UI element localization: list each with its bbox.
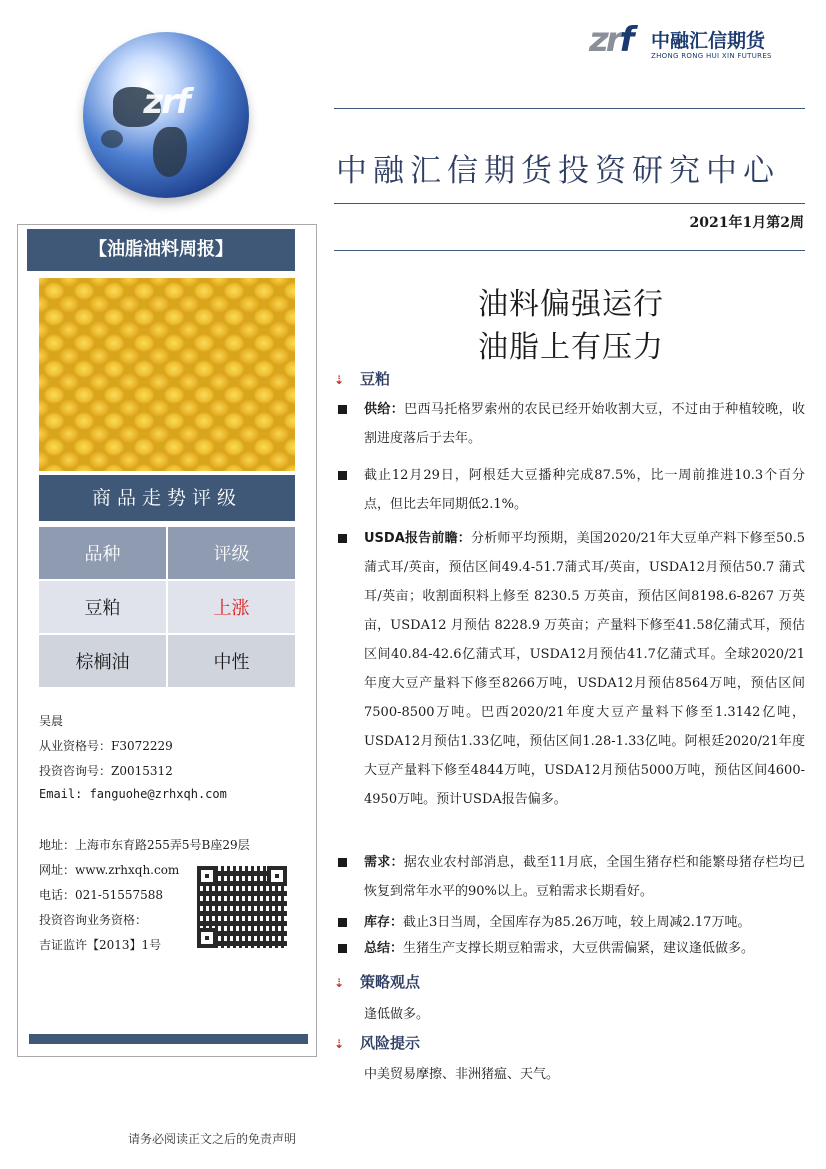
commodity-name: 棕榈油 [39, 635, 168, 689]
paragraph-inventory: 库存：截止3日当周，全国库存为85.26万吨，较上周减2.17万吨。 [364, 915, 751, 930]
company-address: 地址：上海市东育路255弄5号B座29层 [39, 838, 250, 852]
divider [334, 250, 805, 251]
bullet-icon [338, 858, 347, 867]
qr-finder-icon [197, 866, 217, 886]
section-arrow-icon: ⇣ [334, 373, 345, 387]
commodity-rating: 中性 [168, 635, 297, 689]
table-header-cell: 评级 [168, 527, 297, 581]
analyst-email[interactable]: Email: fanguohe@zrhxqh.com [39, 787, 227, 801]
section-arrow-icon: ⇣ [334, 976, 345, 990]
strategy-text: 逢低做多。 [364, 1007, 430, 1022]
sidebar-bottom-bar [29, 1034, 308, 1044]
continent-shape [101, 130, 123, 148]
brand-mark-icon: zrf [589, 20, 632, 60]
headline-line-1: 油料偏强运行 [478, 287, 664, 322]
rating-table [39, 527, 297, 689]
paragraph-argentina: 截止12月29日，阿根廷大豆播种完成87.5%，比一周前推进10.3个百分点，但比去年同期低2.1%。 [364, 468, 805, 512]
qr-code-icon [197, 866, 287, 948]
bullet-icon [338, 944, 347, 953]
company-website[interactable]: 网址：www.zrhxqh.com [39, 863, 180, 877]
continent-shape [153, 127, 187, 177]
globe-logo [83, 32, 249, 198]
brand-name-en: ZHONG RONG HUI XIN FUTURES [651, 52, 772, 60]
disclaimer-footer: 请务必阅读正文之后的免责声明 [128, 1132, 297, 1146]
trend-rating-title: 商品走势评级 [39, 475, 295, 521]
soybean-image [39, 278, 295, 471]
paragraph-demand: 需求：据农业农村部消息，截至11月底，全国生猪存栏和能繁母猪存栏均已恢复到常年水平的90%以上。豆粕需求长期看好。 [364, 855, 805, 899]
qualification-value: 吉证监许【2013】1号 [39, 938, 162, 952]
risk-text: 中美贸易摩擦、非洲猪瘟、天气。 [364, 1067, 560, 1082]
section-arrow-icon: ⇣ [334, 1037, 345, 1051]
qr-finder-icon [267, 866, 287, 886]
paragraph-summary: 总结：生猪生产支撑长期豆粕需求，大豆供需偏紧，建议逢低做多。 [364, 941, 755, 956]
table-row [39, 635, 297, 689]
bullet-icon [338, 405, 347, 414]
bullet-icon [338, 534, 347, 543]
paragraph-supply: 供给：巴西马托格罗索州的农民已经开始收割大豆，不过由于种植较晚，收割进度落后于去年。 [364, 402, 805, 446]
table-header-row [39, 527, 297, 581]
report-type-title: 【油脂油料周报】 [27, 229, 295, 271]
bullet-icon [338, 471, 347, 480]
section-soymeal: ⇣ 豆粕 [334, 370, 391, 388]
company-phone: 电话：021-51557588 [39, 888, 164, 902]
table-row [39, 581, 297, 635]
table-header-cell: 品种 [39, 527, 168, 581]
analyst-license: 从业资格号：F3072229 [39, 739, 173, 753]
headline-line-2: 油脂上有压力 [478, 330, 664, 365]
commodity-name: 豆粕 [39, 581, 168, 635]
qr-finder-icon [197, 928, 217, 948]
brand-name-cn: 中融汇信期货 [651, 30, 766, 52]
brand-logo [589, 20, 789, 64]
paragraph-usda-preview: USDA报告前瞻：分析师平均预期，美国2020/21年大豆单产料下修至50.5蒲式耳/英亩，预估区间49.4-51.7蒲式耳/英亩，USDA12月预估50.7 蒲式耳/英亩；收割面积料上修至 8230.5 万英亩，预估区间8198.6-8267 万英亩，USDA12 月预估 8228.9 万英亩；产量料下修至41.58亿蒲式耳，预估区间40.84-42.6亿蒲式耳，USDA12月预估41.7亿蒲式耳。全球2020/21年度大豆产量料下修至8266万吨，USDA12月预估8564万吨，预估区间7500-8500万吨。巴西2020/21年度大豆产量料下修至1.3142亿吨，USDA12月预估1.33亿吨，预估区间1.28-1.33亿吨。阿根廷2020/21年度大豆产量料下修至4844万吨，USDA12月预估5000万吨，预估区间4600-4950万吨。预计USDA报告偏多。 [364, 531, 806, 807]
analyst-name: 吴晨 [39, 714, 64, 728]
section-strategy: ⇣ 策略观点 [334, 973, 421, 991]
commodity-rating: 上涨 [168, 581, 297, 635]
section-risk: ⇣ 风险提示 [334, 1034, 421, 1052]
research-center-title: 中融汇信期货投资研究中心 [336, 153, 780, 189]
qualification-label: 投资咨询业务资格： [39, 913, 148, 927]
report-date: 2021年1月第2周 [689, 215, 804, 231]
bullet-icon [338, 918, 347, 927]
divider [334, 203, 805, 204]
divider [334, 108, 805, 109]
globe-logo-text: zrf [143, 82, 189, 122]
analyst-advisory-number: 投资咨询号：Z0015312 [39, 764, 173, 778]
